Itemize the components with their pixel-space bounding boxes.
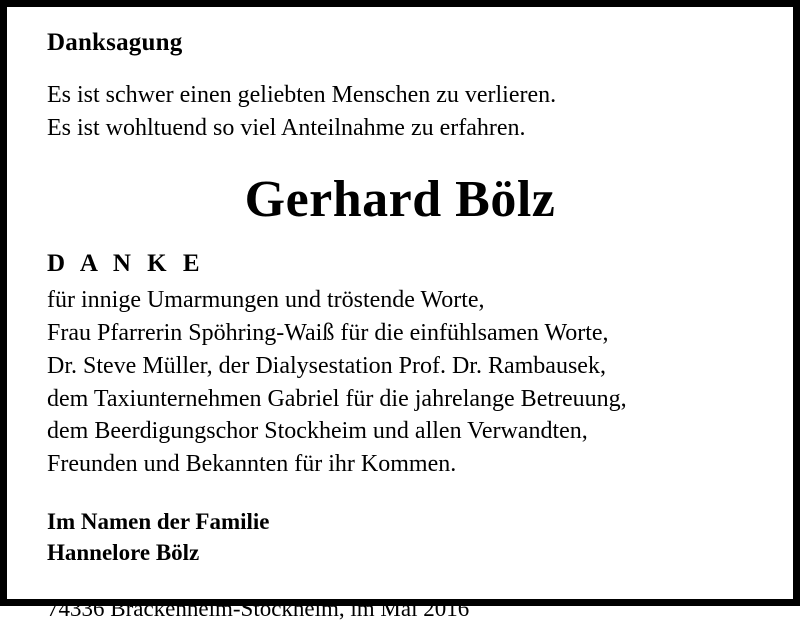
- thanks-line-5: dem Beerdigungschor Stockheim und allen Verwandten,: [47, 418, 588, 445]
- thanks-line-4: dem Taxiunternehmen Gabriel für die jahrelange Betreuung,: [47, 385, 627, 412]
- place-and-date: 74336 Brackenheim-Stockheim, im Mai 2016: [47, 596, 470, 622]
- danke-word: D A N K E: [47, 249, 205, 277]
- thanks-line-1: für innige Umarmungen und tröstende Worte,: [47, 286, 485, 313]
- family-signature: [47, 507, 759, 568]
- thanks-line-2: Frau Pfarrerin Spöhring-Waiß für die einfühlsamen Worte,: [47, 319, 609, 346]
- family-line-2: Hannelore Bölz: [47, 539, 200, 565]
- thanks-line-6: Freunden und Bekannten für ihr Kommen.: [47, 451, 457, 478]
- notice-heading: Danksagung: [47, 29, 183, 56]
- family-line-1: Im Namen der Familie: [47, 509, 270, 535]
- intro-line-2: Es ist wohltuend so viel Anteilnahme zu erfahren.: [47, 114, 526, 141]
- thanks-line-3: Dr. Steve Müller, der Dialysestation Prof. Dr. Rambausek,: [47, 352, 606, 379]
- intro-text: [47, 79, 759, 145]
- thanks-text: [47, 284, 759, 481]
- intro-line-1: Es ist schwer einen geliebten Menschen zu verlieren.: [47, 81, 557, 108]
- deceased-name: Gerhard Bölz: [244, 170, 556, 228]
